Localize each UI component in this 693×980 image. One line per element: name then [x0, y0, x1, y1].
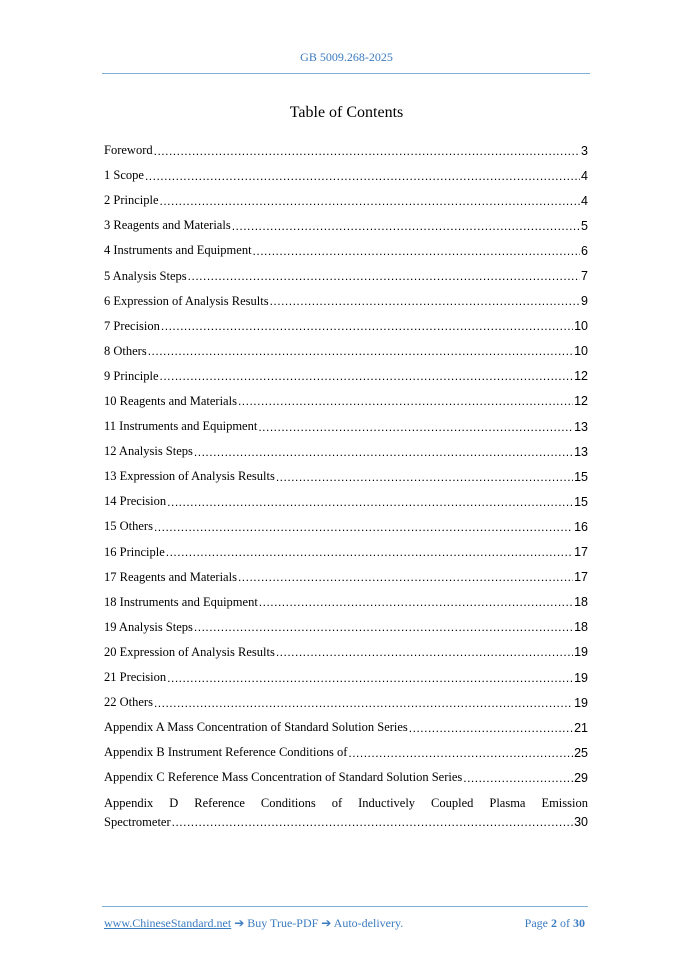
toc-leader-dots [154, 144, 580, 158]
toc-leader-dots [167, 495, 573, 509]
toc-entry-page: 17 [574, 570, 588, 585]
toc-leader-dots [167, 671, 573, 685]
toc-entry[interactable] [104, 138, 588, 163]
toc-entry-label: 14 Precision [104, 494, 167, 509]
toc-entry-page: 25 [574, 745, 588, 760]
toc-leader-dots [160, 369, 574, 383]
table-of-contents [104, 138, 588, 831]
toc-entry-label: Appendix B Instrument Reference Conditions of [104, 745, 348, 760]
toc-entry[interactable] [104, 489, 588, 514]
toc-entry-page: 10 [574, 319, 588, 334]
toc-entry-label: 10 Reagents and Materials [104, 393, 237, 408]
toc-leader-dots [148, 344, 573, 358]
toc-entry[interactable] [104, 238, 588, 263]
toc-entry[interactable] [104, 540, 588, 565]
toc-entry-label: 13 Expression of Analysis Results [104, 469, 275, 484]
toc-leader-dots [276, 645, 573, 659]
toc-leader-dots [194, 445, 573, 459]
page-current: 2 [551, 916, 557, 930]
toc-entry-page: 5 [581, 218, 588, 233]
toc-leader-dots [154, 696, 573, 710]
toc-heading: Table of Contents [289, 104, 404, 121]
toc-entry-page: 16 [574, 519, 588, 534]
toc-entry-page: 13 [574, 444, 588, 459]
toc-entry-label: 6 Expression of Analysis Results [104, 293, 269, 308]
toc-entry[interactable] [104, 514, 588, 539]
toc-leader-dots [145, 169, 580, 183]
toc-entry[interactable] [104, 314, 588, 339]
toc-entry-page: 21 [574, 720, 588, 735]
toc-entry-page: 10 [574, 344, 588, 359]
promo-text: ➔ Buy True-PDF ➔ Auto-delivery. [234, 916, 404, 930]
toc-entry[interactable] [104, 590, 588, 615]
toc-entry-page: 4 [581, 168, 588, 183]
toc-entry[interactable] [104, 414, 588, 439]
toc-leader-dots [188, 269, 580, 283]
toc-entry-label: 17 Reagents and Materials [104, 569, 237, 584]
toc-entry[interactable] [104, 665, 588, 690]
toc-entry[interactable] [104, 213, 588, 238]
toc-entry-page: 29 [574, 770, 588, 785]
header-divider [102, 73, 590, 74]
document-code-header: GB 5009.268-2025 [300, 50, 393, 64]
toc-entry-label: 19 Analysis Steps [104, 619, 193, 634]
toc-leader-dots [238, 394, 573, 408]
toc-entry-label: 5 Analysis Steps [104, 268, 187, 283]
page-indicator [525, 916, 585, 931]
toc-entry-page: 7 [581, 269, 588, 284]
toc-entry-label: 8 Others [104, 343, 147, 358]
toc-entry-page: 19 [574, 695, 588, 710]
toc-entry-label: 18 Instruments and Equipment [104, 594, 258, 609]
toc-entry-label: 21 Precision [104, 670, 167, 685]
toc-entry-page: 18 [574, 620, 588, 635]
toc-entry-page: 19 [574, 645, 588, 660]
toc-leader-dots [348, 746, 573, 760]
page-of: of [560, 916, 570, 930]
toc-entry-label: 4 Instruments and Equipment [104, 243, 252, 258]
page-total: 30 [573, 916, 585, 930]
toc-entry-label: 7 Precision [104, 318, 160, 333]
toc-entry-label-line2-row [104, 813, 588, 831]
toc-entry[interactable] [104, 339, 588, 364]
toc-entry[interactable] [104, 263, 588, 288]
toc-entry-page: 12 [574, 369, 588, 384]
toc-entry[interactable] [104, 565, 588, 590]
page-prefix: Page [524, 916, 548, 930]
toc-entry-page: 15 [574, 494, 588, 509]
toc-entry-label: 9 Principle [104, 368, 159, 383]
toc-leader-dots [154, 520, 573, 534]
toc-entry-label-line1: Appendix D Reference Conditions of Inductively Coupled Plasma Emission [104, 796, 588, 811]
toc-entry[interactable] [104, 163, 588, 188]
toc-leader-dots [270, 294, 580, 308]
toc-entry-label: 15 Others [104, 519, 153, 534]
toc-entry[interactable] [104, 364, 588, 389]
toc-entry-page: 3 [581, 143, 588, 158]
toc-entry[interactable] [104, 640, 588, 665]
toc-entry-page: 18 [574, 595, 588, 610]
toc-entry-label: 16 Principle [104, 544, 165, 559]
toc-entry[interactable] [104, 615, 588, 640]
toc-entry[interactable] [104, 188, 588, 213]
footer-divider [102, 906, 588, 907]
toc-leader-dots [161, 319, 573, 333]
toc-leader-dots [166, 545, 573, 559]
toc-entry-label: 1 Scope [104, 168, 144, 183]
toc-leader-dots [409, 721, 573, 735]
toc-leader-dots [172, 813, 573, 831]
toc-entry-page: 15 [574, 469, 588, 484]
toc-entry-page: 6 [581, 243, 588, 258]
toc-entry-page: 13 [574, 419, 588, 434]
toc-entry[interactable] [104, 389, 588, 414]
toc-entry[interactable] [104, 464, 588, 489]
toc-entry-page: 12 [574, 394, 588, 409]
toc-leader-dots [194, 620, 573, 634]
site-link[interactable]: www.ChineseStandard.net [104, 916, 232, 930]
toc-leader-dots [232, 219, 580, 233]
footer-promo [104, 916, 403, 931]
toc-leader-dots [253, 244, 581, 258]
toc-entry[interactable] [104, 765, 588, 790]
toc-entry-page: 17 [574, 545, 588, 560]
toc-entry-label: 20 Expression of Analysis Results [104, 644, 275, 659]
toc-entry-page: 9 [581, 294, 588, 309]
toc-entry-page: 19 [574, 670, 588, 685]
toc-leader-dots [238, 570, 573, 584]
toc-entry-label-line2: Spectrometer [104, 815, 171, 830]
toc-entry-label: 11 Instruments and Equipment [104, 419, 258, 434]
toc-leader-dots [259, 595, 573, 609]
toc-entry[interactable] [104, 740, 588, 765]
toc-entry-label: Foreword [104, 143, 153, 158]
toc-entry-appendix-d[interactable] [104, 793, 588, 831]
toc-entry[interactable] [104, 289, 588, 314]
toc-entry-label: 22 Others [104, 695, 153, 710]
toc-entry-label: Appendix A Mass Concentration of Standard Solution Series [104, 720, 408, 735]
toc-leader-dots [463, 771, 573, 785]
toc-leader-dots [160, 194, 581, 208]
toc-entry-label: Appendix C Reference Mass Concentration of Standard Solution Series [104, 770, 463, 785]
toc-entry-label: 2 Principle [104, 193, 159, 208]
toc-leader-dots [276, 470, 573, 484]
toc-entry-label: 3 Reagents and Materials [104, 218, 231, 233]
toc-entry-label: 12 Analysis Steps [104, 444, 193, 459]
toc-entry[interactable] [104, 690, 588, 715]
toc-entry-page: 4 [581, 193, 588, 208]
toc-entry[interactable] [104, 439, 588, 464]
toc-leader-dots [258, 420, 573, 434]
toc-entry[interactable] [104, 715, 588, 740]
toc-entry-page: 30 [574, 815, 588, 830]
